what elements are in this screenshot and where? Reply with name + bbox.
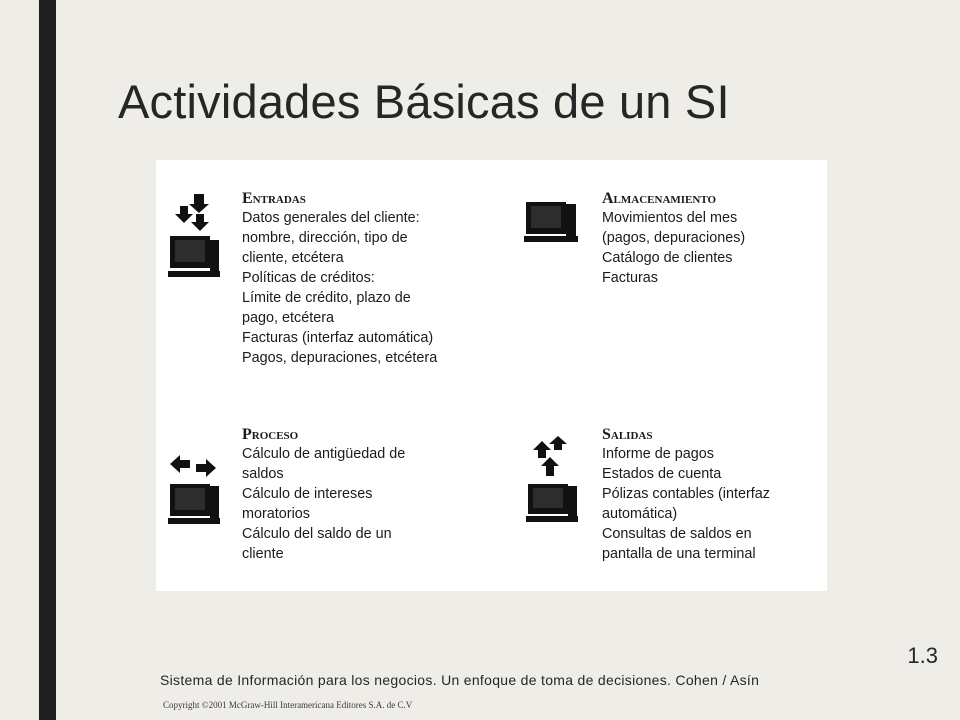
proceso-block <box>242 426 405 564</box>
output-arrows-computer-icon <box>524 436 584 526</box>
salidas-line: Informe de pagos <box>602 446 714 462</box>
entradas-line: nombre, dirección, tipo de <box>242 230 408 246</box>
salidas-line: Pólizas contables (interfaz <box>602 486 770 502</box>
entradas-line: pago, etcétera <box>242 310 335 326</box>
slide-number: 1.3 <box>907 643 938 668</box>
proceso-line: saldos <box>242 466 284 482</box>
salidas-line: Consultas de saldos en <box>602 526 752 542</box>
source-caption: Sistema de Información para los negocios. Un enfoque de toma de decisiones. Cohen / Asín <box>160 672 760 688</box>
salidas-list <box>602 444 770 564</box>
salidas-line: Estados de cuenta <box>602 466 722 482</box>
process-arrows-computer-icon <box>166 450 226 530</box>
entradas-line: Datos generales del cliente: <box>242 210 420 226</box>
entradas-list <box>242 208 437 368</box>
salidas-block <box>602 426 770 564</box>
almacenamiento-list <box>602 208 745 288</box>
almacenamiento-line: Facturas <box>602 270 658 286</box>
computer-icon <box>524 200 584 246</box>
almacenamiento-line: Catálogo de clientes <box>602 250 733 266</box>
input-arrows-computer-icon <box>166 192 226 282</box>
almacenamiento-heading: Almacenamiento <box>602 190 717 207</box>
entradas-line: Políticas de créditos: <box>242 270 375 286</box>
activities-figure <box>156 160 827 591</box>
proceso-line: Cálculo de antigüedad de <box>242 446 406 462</box>
salidas-line: automática) <box>602 506 678 522</box>
proceso-line: Cálculo del saldo de un <box>242 526 392 542</box>
entradas-heading: Entradas <box>242 190 306 207</box>
left-accent-bar <box>39 0 56 720</box>
entradas-line: Facturas (interfaz automática) <box>242 330 434 346</box>
proceso-line: Cálculo de intereses <box>242 486 373 502</box>
entradas-line: Pagos, depuraciones, etcétera <box>242 350 438 366</box>
proceso-list <box>242 444 405 564</box>
slide-title: Actividades Básicas de un SI <box>118 75 730 128</box>
entradas-line: Límite de crédito, plazo de <box>242 290 411 306</box>
entradas-line: cliente, etcétera <box>242 250 344 266</box>
copyright-notice: Copyright ©2001 McGraw-Hill Interamericana Editores S.A. de C.V <box>163 700 413 710</box>
salidas-heading: Salidas <box>602 426 653 443</box>
almacenamiento-line: (pagos, depuraciones) <box>602 230 746 246</box>
almacenamiento-block <box>602 190 745 288</box>
proceso-line: cliente <box>242 546 284 562</box>
salidas-line: pantalla de una terminal <box>602 546 756 562</box>
proceso-line: moratorios <box>242 506 310 522</box>
entradas-block <box>242 190 437 368</box>
proceso-heading: Proceso <box>242 426 299 443</box>
almacenamiento-line: Movimientos del mes <box>602 210 738 226</box>
